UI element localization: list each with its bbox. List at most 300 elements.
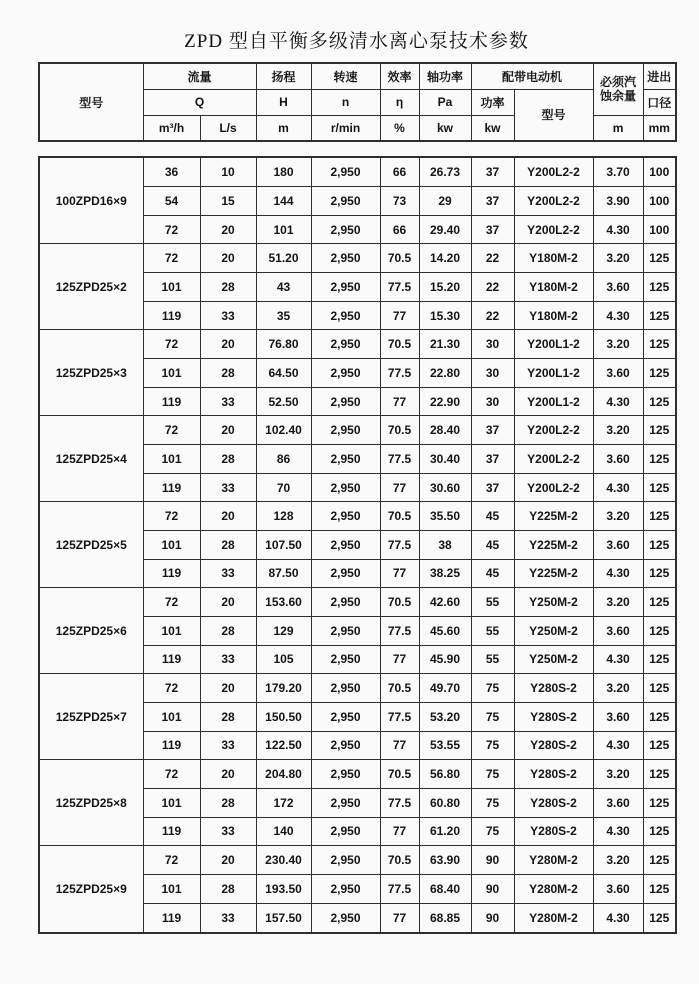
table-cell: 125 <box>643 702 676 731</box>
pump-model-cell: 125ZPD25×5 <box>39 502 143 588</box>
table-cell: 179.20 <box>256 674 311 703</box>
table-cell: 68.40 <box>419 874 471 903</box>
pump-model-cell: 100ZPD16×9 <box>39 157 143 244</box>
table-cell: 37 <box>471 473 514 502</box>
table-cell: 2,950 <box>311 387 380 416</box>
table-cell: 55 <box>471 588 514 617</box>
table-cell: 2,950 <box>311 788 380 817</box>
table-cell: 72 <box>143 215 200 244</box>
table-cell: 75 <box>471 731 514 760</box>
table-cell: 2,950 <box>311 760 380 789</box>
table-cell: 30 <box>471 330 514 359</box>
table-cell: 33 <box>200 903 256 933</box>
table-cell: 125 <box>643 559 676 588</box>
table-cell: 37 <box>471 445 514 474</box>
table-cell: 72 <box>143 760 200 789</box>
table-cell: 22.80 <box>419 359 471 388</box>
table-cell: 101 <box>143 874 200 903</box>
table-cell: Y225M-2 <box>514 531 593 560</box>
table-cell: 4.30 <box>593 215 643 244</box>
table-cell: 28.40 <box>419 416 471 445</box>
table-row <box>39 416 676 445</box>
table-cell: 125 <box>643 473 676 502</box>
table-cell: 20 <box>200 215 256 244</box>
table-cell: Y280S-2 <box>514 731 593 760</box>
table-cell: 125 <box>643 273 676 302</box>
table-row <box>39 674 676 703</box>
table-cell: 37 <box>471 215 514 244</box>
table-cell: 125 <box>643 760 676 789</box>
table-cell: 4.30 <box>593 301 643 330</box>
header-unit-head: m <box>256 115 311 141</box>
table-cell: Y200L1-2 <box>514 359 593 388</box>
table-cell: 4.30 <box>593 387 643 416</box>
pump-model-cell: 125ZPD25×4 <box>39 416 143 502</box>
table-cell: 76.80 <box>256 330 311 359</box>
table-cell: 37 <box>471 416 514 445</box>
table-cell: 119 <box>143 731 200 760</box>
table-cell: 2,950 <box>311 215 380 244</box>
page-title: ZPD 型自平衡多级清水离心泵技术参数 <box>184 31 529 52</box>
table-cell: 2,950 <box>311 330 380 359</box>
table-cell: 2,950 <box>311 301 380 330</box>
table-cell: 73 <box>380 187 419 216</box>
header-npsh-line2: 蚀余量 <box>600 89 637 104</box>
table-cell: 119 <box>143 301 200 330</box>
table-cell: 45 <box>471 502 514 531</box>
table-cell: 101 <box>143 788 200 817</box>
table-cell: Y280M-2 <box>514 903 593 933</box>
table-cell: 55 <box>471 645 514 674</box>
header-efficiency: 效率 <box>380 63 419 89</box>
table-cell: 51.20 <box>256 244 311 273</box>
table-cell: 125 <box>643 616 676 645</box>
table-cell: Y280M-2 <box>514 846 593 875</box>
table-cell: 101 <box>143 445 200 474</box>
table-cell: 2,950 <box>311 359 380 388</box>
table-cell: 75 <box>471 760 514 789</box>
table-cell: 90 <box>471 903 514 933</box>
table-cell: Y280S-2 <box>514 674 593 703</box>
table-content <box>38 26 675 934</box>
table-cell: 66 <box>380 215 419 244</box>
table-cell: 15 <box>200 187 256 216</box>
table-cell: 2,950 <box>311 731 380 760</box>
table-cell: Y200L1-2 <box>514 330 593 359</box>
table-row <box>39 244 676 273</box>
table-cell: 14.20 <box>419 244 471 273</box>
table-cell: 20 <box>200 502 256 531</box>
header-unit-port: mm <box>643 115 676 141</box>
table-cell: 2,950 <box>311 187 380 216</box>
table-cell: 64.50 <box>256 359 311 388</box>
table-cell: 70 <box>256 473 311 502</box>
table-cell: 119 <box>143 559 200 588</box>
table-cell: 77 <box>380 559 419 588</box>
table-cell: 90 <box>471 874 514 903</box>
pump-model-cell: 125ZPD25×9 <box>39 846 143 933</box>
table-cell: Y280S-2 <box>514 760 593 789</box>
table-cell: 125 <box>643 301 676 330</box>
table-cell: 20 <box>200 330 256 359</box>
table-cell: 75 <box>471 674 514 703</box>
table-cell: 30 <box>471 359 514 388</box>
header-head: 扬程 <box>256 63 311 89</box>
table-cell: 72 <box>143 846 200 875</box>
table-cell: 77.5 <box>380 273 419 302</box>
table-cell: 53.20 <box>419 702 471 731</box>
table-cell: 33 <box>200 559 256 588</box>
header-motor-power: 功率 <box>471 89 514 115</box>
header-head-symbol: H <box>256 89 311 115</box>
table-cell: 140 <box>256 817 311 846</box>
table-cell: 193.50 <box>256 874 311 903</box>
header-port-line2: 口径 <box>643 89 676 115</box>
table-cell: 77.5 <box>380 702 419 731</box>
table-cell: 20 <box>200 588 256 617</box>
table-cell: 2,950 <box>311 531 380 560</box>
table-cell: 4.30 <box>593 731 643 760</box>
table-cell: 204.80 <box>256 760 311 789</box>
table-cell: 100 <box>643 215 676 244</box>
table-cell: 2,950 <box>311 273 380 302</box>
body-rows <box>39 157 676 933</box>
table-cell: 125 <box>643 903 676 933</box>
table-cell: 2,950 <box>311 588 380 617</box>
table-row <box>39 330 676 359</box>
table-cell: 70.5 <box>380 330 419 359</box>
table-cell: 33 <box>200 387 256 416</box>
table-cell: 101 <box>143 531 200 560</box>
table-cell: 101 <box>143 616 200 645</box>
table-cell: 37 <box>471 187 514 216</box>
table-cell: 87.50 <box>256 559 311 588</box>
table-cell: 75 <box>471 817 514 846</box>
table-cell: 3.90 <box>593 187 643 216</box>
table-cell: 3.60 <box>593 702 643 731</box>
table-cell: 77 <box>380 301 419 330</box>
table-cell: 2,950 <box>311 846 380 875</box>
table-cell: 20 <box>200 674 256 703</box>
header-port-line1: 进出 <box>643 63 676 89</box>
table-cell: 77 <box>380 645 419 674</box>
table-cell: 100 <box>643 157 676 187</box>
table-cell: 125 <box>643 502 676 531</box>
table-row <box>39 760 676 789</box>
table-cell: 230.40 <box>256 846 311 875</box>
header-row-1 <box>39 63 676 89</box>
header-unit-ls: L/s <box>200 115 256 141</box>
table-cell: 3.70 <box>593 157 643 187</box>
table-cell: 3.20 <box>593 674 643 703</box>
table-cell: 52.50 <box>256 387 311 416</box>
table-cell: 22.90 <box>419 387 471 416</box>
table-cell: Y225M-2 <box>514 559 593 588</box>
table-cell: 42.60 <box>419 588 471 617</box>
table-cell: 54 <box>143 187 200 216</box>
table-cell: 70.5 <box>380 846 419 875</box>
table-cell: 150.50 <box>256 702 311 731</box>
table-cell: 35 <box>256 301 311 330</box>
table-cell: 2,950 <box>311 473 380 502</box>
table-cell: 53.55 <box>419 731 471 760</box>
table-cell: 77.5 <box>380 531 419 560</box>
table-cell: Y280S-2 <box>514 702 593 731</box>
table-cell: 22 <box>471 244 514 273</box>
table-cell: 77.5 <box>380 445 419 474</box>
table-cell: 125 <box>643 416 676 445</box>
header-motor-model: 型号 <box>514 89 593 141</box>
table-cell: 4.30 <box>593 645 643 674</box>
table-cell: 2,950 <box>311 874 380 903</box>
table-cell: 30.60 <box>419 473 471 502</box>
table-cell: 3.20 <box>593 416 643 445</box>
body-table <box>38 156 677 934</box>
table-cell: 28 <box>200 359 256 388</box>
table-cell: Y200L2-2 <box>514 157 593 187</box>
table-cell: 2,950 <box>311 817 380 846</box>
table-cell: 144 <box>256 187 311 216</box>
table-cell: 33 <box>200 645 256 674</box>
table-cell: 125 <box>643 330 676 359</box>
table-cell: 56.80 <box>419 760 471 789</box>
table-cell: 2,950 <box>311 559 380 588</box>
table-cell: 101 <box>143 702 200 731</box>
table-cell: 35.50 <box>419 502 471 531</box>
table-cell: 30 <box>471 387 514 416</box>
table-cell: 125 <box>643 846 676 875</box>
table-cell: 20 <box>200 846 256 875</box>
header-shaft-power-symbol: Pa <box>419 89 471 115</box>
header-unit-efficiency: % <box>380 115 419 141</box>
table-cell: 68.85 <box>419 903 471 933</box>
table-cell: 3.60 <box>593 359 643 388</box>
table-cell: 3.20 <box>593 588 643 617</box>
table-cell: 101 <box>256 215 311 244</box>
header-unit-motor-power: kw <box>471 115 514 141</box>
table-cell: 2,950 <box>311 645 380 674</box>
header-motor: 配带电动机 <box>471 63 593 89</box>
table-cell: 38 <box>419 531 471 560</box>
table-cell: 33 <box>200 731 256 760</box>
table-cell: 107.50 <box>256 531 311 560</box>
pump-model-cell: 125ZPD25×2 <box>39 244 143 330</box>
table-cell: 28 <box>200 531 256 560</box>
table-cell: 43 <box>256 273 311 302</box>
table-cell: Y200L2-2 <box>514 473 593 502</box>
table-cell: 90 <box>471 846 514 875</box>
table-cell: 157.50 <box>256 903 311 933</box>
table-cell: 101 <box>143 273 200 302</box>
table-row <box>39 157 676 187</box>
table-cell: 15.20 <box>419 273 471 302</box>
table-cell: 3.20 <box>593 502 643 531</box>
table-cell: 77 <box>380 903 419 933</box>
table-cell: 72 <box>143 588 200 617</box>
table-cell: 63.90 <box>419 846 471 875</box>
header-shaft-power: 轴功率 <box>419 63 471 89</box>
table-cell: 45 <box>471 559 514 588</box>
table-cell: 3.20 <box>593 760 643 789</box>
table-cell: 125 <box>643 445 676 474</box>
table-cell: 128 <box>256 502 311 531</box>
table-cell: 33 <box>200 473 256 502</box>
table-cell: 119 <box>143 645 200 674</box>
table-cell: Y200L2-2 <box>514 187 593 216</box>
table-cell: 2,950 <box>311 244 380 273</box>
header-unit-m3h: m³/h <box>143 115 200 141</box>
table-cell: 28 <box>200 273 256 302</box>
table-cell: 122.50 <box>256 731 311 760</box>
table-cell: 3.20 <box>593 330 643 359</box>
table-cell: Y200L2-2 <box>514 416 593 445</box>
table-cell: Y225M-2 <box>514 502 593 531</box>
table-cell: 33 <box>200 817 256 846</box>
table-cell: 3.20 <box>593 244 643 273</box>
table-cell: 28 <box>200 874 256 903</box>
table-cell: 45.60 <box>419 616 471 645</box>
table-cell: 33 <box>200 301 256 330</box>
table-cell: 100 <box>643 187 676 216</box>
table-cell: 55 <box>471 616 514 645</box>
table-cell: Y200L2-2 <box>514 215 593 244</box>
table-cell: 77.5 <box>380 788 419 817</box>
table-cell: 4.30 <box>593 817 643 846</box>
table-cell: 36 <box>143 157 200 187</box>
table-cell: 2,950 <box>311 157 380 187</box>
table-cell: 22 <box>471 273 514 302</box>
table-cell: 3.20 <box>593 846 643 875</box>
table-cell: 119 <box>143 473 200 502</box>
table-cell: 38.25 <box>419 559 471 588</box>
table-cell: 77 <box>380 731 419 760</box>
table-cell: 70.5 <box>380 674 419 703</box>
table-row <box>39 846 676 875</box>
table-cell: 20 <box>200 244 256 273</box>
table-cell: 77.5 <box>380 359 419 388</box>
table-cell: 2,950 <box>311 416 380 445</box>
table-cell: 2,950 <box>311 674 380 703</box>
pump-model-cell: 125ZPD25×7 <box>39 674 143 760</box>
table-cell: 30.40 <box>419 445 471 474</box>
table-cell: 75 <box>471 788 514 817</box>
table-cell: Y280S-2 <box>514 817 593 846</box>
table-row <box>39 502 676 531</box>
header-flow: 流量 <box>143 63 256 89</box>
table-cell: 61.20 <box>419 817 471 846</box>
table-cell: 45.90 <box>419 645 471 674</box>
table-cell: 125 <box>643 359 676 388</box>
table-cell: 119 <box>143 817 200 846</box>
table-cell: 70.5 <box>380 502 419 531</box>
table-cell: 125 <box>643 387 676 416</box>
table-cell: 125 <box>643 874 676 903</box>
table-cell: 66 <box>380 157 419 187</box>
table-cell: 20 <box>200 416 256 445</box>
table-cell: 3.60 <box>593 531 643 560</box>
table-cell: 28 <box>200 788 256 817</box>
table-cell: 49.70 <box>419 674 471 703</box>
table-cell: Y250M-2 <box>514 616 593 645</box>
table-cell: Y280S-2 <box>514 788 593 817</box>
header-npsh-line1: 必须汽 <box>600 75 637 90</box>
table-cell: 3.60 <box>593 445 643 474</box>
table-cell: 101 <box>143 359 200 388</box>
table-cell: 2,950 <box>311 903 380 933</box>
table-cell: 125 <box>643 244 676 273</box>
table-cell: 172 <box>256 788 311 817</box>
table-row <box>39 588 676 617</box>
table-cell: Y250M-2 <box>514 645 593 674</box>
table-cell: Y200L2-2 <box>514 445 593 474</box>
header-table <box>38 62 677 142</box>
table-cell: 119 <box>143 387 200 416</box>
table-cell: 3.60 <box>593 616 643 645</box>
header-unit-npsh: m <box>593 115 643 141</box>
table-cell: Y180M-2 <box>514 301 593 330</box>
table-cell: 28 <box>200 616 256 645</box>
header-flow-symbol: Q <box>143 89 256 115</box>
header-unit-shaft-power: kw <box>419 115 471 141</box>
table-cell: 3.60 <box>593 874 643 903</box>
table-cell: 28 <box>200 702 256 731</box>
header-speed: 转速 <box>311 63 380 89</box>
header-unit-speed: r/min <box>311 115 380 141</box>
table-cell: 125 <box>643 588 676 617</box>
table-cell: 37 <box>471 157 514 187</box>
table-cell: 4.30 <box>593 473 643 502</box>
table-cell: 105 <box>256 645 311 674</box>
table-cell: 21.30 <box>419 330 471 359</box>
table-cell: 29 <box>419 187 471 216</box>
table-cell: Y280M-2 <box>514 874 593 903</box>
pump-model-cell: 125ZPD25×6 <box>39 588 143 674</box>
table-cell: 102.40 <box>256 416 311 445</box>
table-cell: 70.5 <box>380 416 419 445</box>
table-cell: Y180M-2 <box>514 273 593 302</box>
table-cell: 72 <box>143 674 200 703</box>
header-pump-model: 型号 <box>39 63 143 141</box>
table-cell: 77 <box>380 473 419 502</box>
table-cell: 70.5 <box>380 244 419 273</box>
table-cell: 15.30 <box>419 301 471 330</box>
pump-model-cell: 125ZPD25×3 <box>39 330 143 416</box>
table-cell: 72 <box>143 244 200 273</box>
table-cell: 2,950 <box>311 702 380 731</box>
table-cell: 86 <box>256 445 311 474</box>
table-cell: 26.73 <box>419 157 471 187</box>
table-cell: 153.60 <box>256 588 311 617</box>
table-cell: 72 <box>143 416 200 445</box>
table-cell: 2,950 <box>311 445 380 474</box>
table-cell: 70.5 <box>380 588 419 617</box>
table-cell: 125 <box>643 674 676 703</box>
table-cell: 125 <box>643 817 676 846</box>
header-speed-symbol: n <box>311 89 380 115</box>
table-cell: 4.30 <box>593 559 643 588</box>
table-cell: 60.80 <box>419 788 471 817</box>
table-cell: 77.5 <box>380 616 419 645</box>
table-cell: 75 <box>471 702 514 731</box>
table-cell: 70.5 <box>380 760 419 789</box>
table-cell: 125 <box>643 788 676 817</box>
table-cell: 45 <box>471 531 514 560</box>
table-cell: 3.60 <box>593 788 643 817</box>
table-cell: 125 <box>643 731 676 760</box>
table-cell: 119 <box>143 903 200 933</box>
table-cell: 10 <box>200 157 256 187</box>
pump-model-cell: 125ZPD25×8 <box>39 760 143 846</box>
